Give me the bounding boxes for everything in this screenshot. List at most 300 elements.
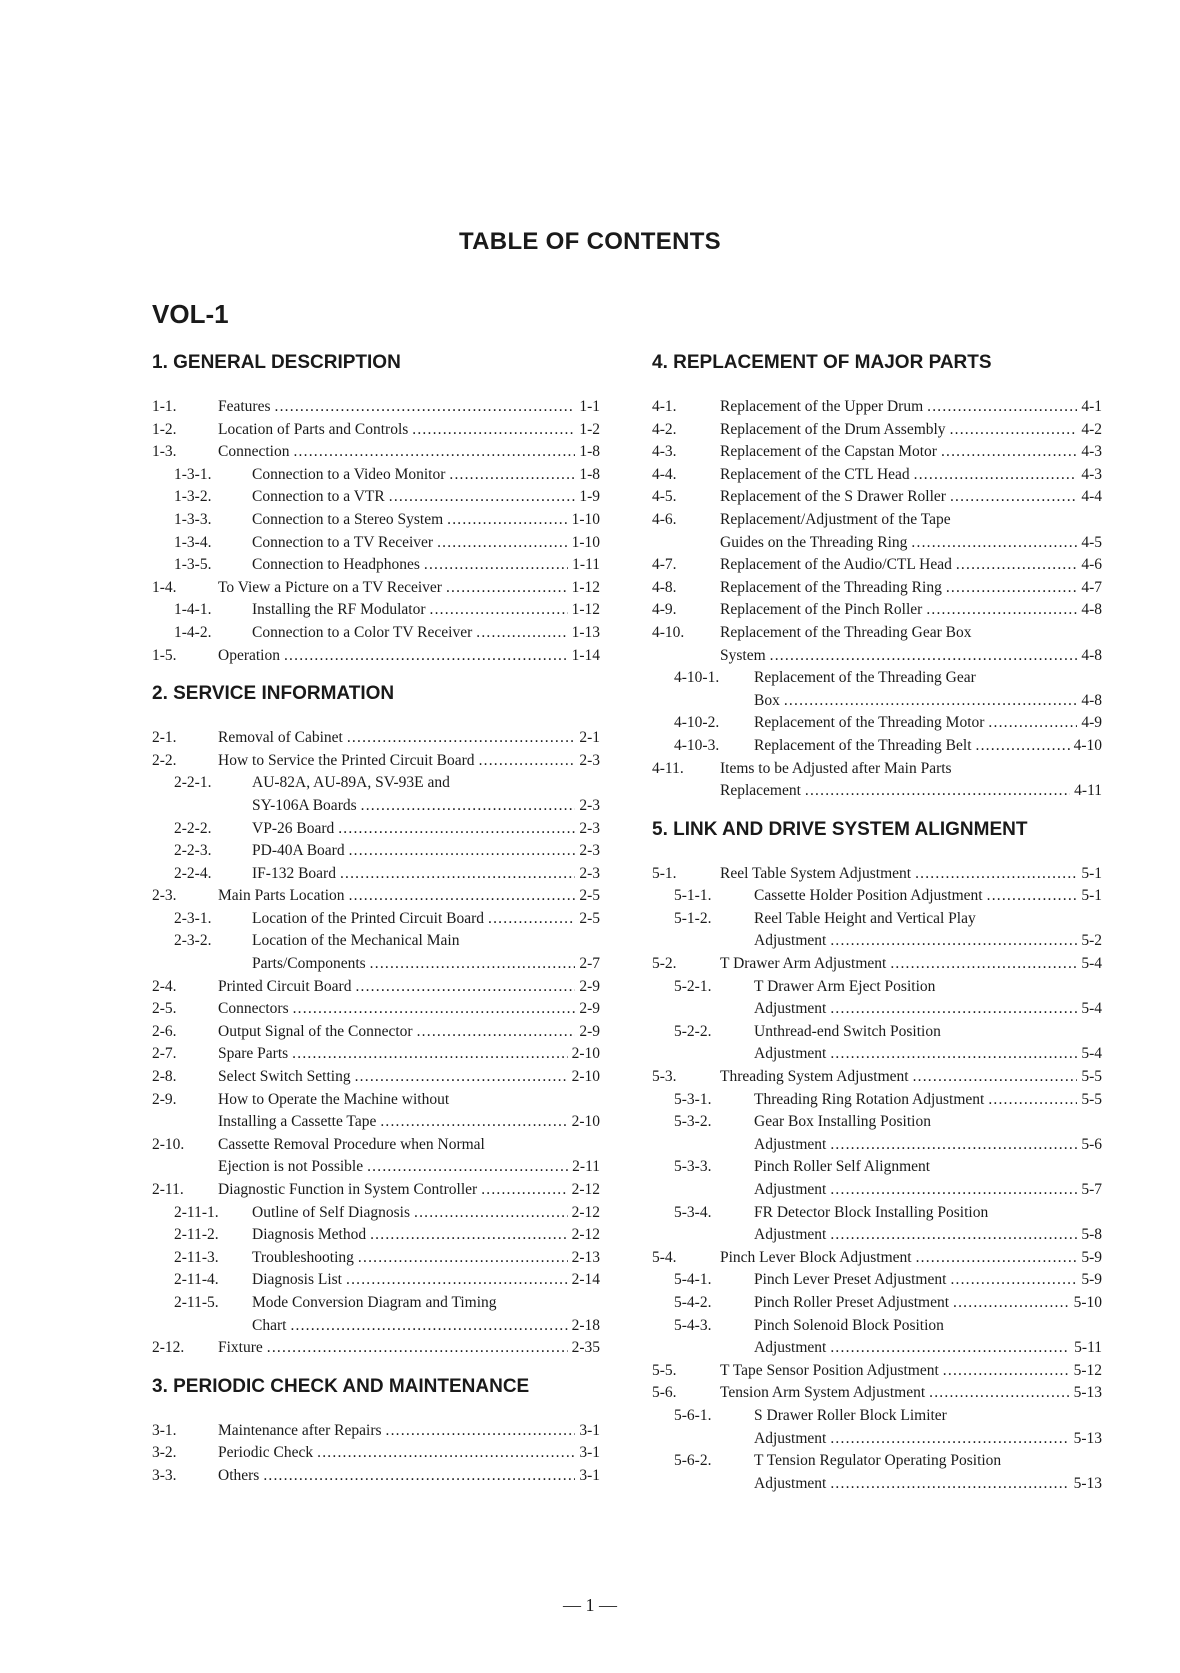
toc-entry-body (218, 885, 600, 908)
toc-entry-page: 5-13 (1073, 1429, 1102, 1447)
toc-entry[interactable] (652, 735, 1102, 758)
toc-entry[interactable] (652, 885, 1102, 908)
toc-entry-body (218, 1089, 600, 1112)
toc-entry-page: 5-9 (1081, 1271, 1102, 1289)
dot-leader (830, 1473, 1069, 1496)
toc-entry-body (720, 1382, 1102, 1405)
toc-entry-number: 5-3-2. (674, 1113, 712, 1131)
dot-leader (340, 863, 575, 886)
dot-leader (446, 577, 568, 600)
toc-entry[interactable] (652, 780, 1102, 803)
toc-entry[interactable] (152, 772, 600, 795)
toc-entry-body (252, 486, 600, 509)
toc-entry[interactable] (152, 1043, 600, 1066)
toc-entry[interactable] (652, 1428, 1102, 1451)
toc-entry-body (218, 645, 600, 668)
toc-entry-title: Adjustment (754, 1000, 827, 1018)
toc-entry[interactable] (652, 622, 1102, 645)
toc-entry-body (218, 1066, 600, 1089)
toc-entry[interactable] (152, 908, 600, 931)
toc-entry-body (218, 1134, 600, 1157)
toc-entry[interactable] (652, 976, 1102, 999)
dot-leader (830, 1337, 1070, 1360)
dot-leader (830, 998, 1077, 1021)
toc-entry-number: 5-2. (652, 955, 677, 973)
toc-entry[interactable] (152, 727, 600, 750)
toc-entry[interactable] (652, 1202, 1102, 1225)
toc-entry[interactable] (652, 599, 1102, 622)
toc-entry-body (754, 1224, 1102, 1247)
toc-entry[interactable] (152, 554, 600, 577)
toc-entry[interactable] (152, 1066, 600, 1089)
toc-entry-body (754, 885, 1102, 908)
toc-entry-title: Gear Box Installing Position (754, 1113, 931, 1131)
toc-entry-page: 2-10 (571, 1068, 600, 1086)
toc-right-column (652, 350, 1102, 1495)
toc-entry-body (218, 396, 600, 419)
toc-entry[interactable] (152, 1021, 600, 1044)
toc-entry-body (754, 1428, 1102, 1451)
toc-entry[interactable] (152, 419, 600, 442)
toc-entry-body (218, 419, 600, 442)
toc-entry-body (720, 396, 1102, 419)
toc-entry-number: 5-1. (652, 864, 677, 882)
toc-entry-page: 1-14 (571, 646, 600, 664)
toc-entry[interactable] (652, 667, 1102, 690)
toc-entry-title: Unthread-end Switch Position (754, 1022, 941, 1040)
toc-entry-title: Adjustment (754, 932, 827, 950)
toc-entry-page: 4-6 (1081, 556, 1102, 574)
toc-entry-title: SY-106A Boards (252, 796, 357, 814)
toc-entry-body (218, 1420, 600, 1443)
toc-entry-list (652, 396, 1102, 803)
toc-entry-page: 5-13 (1073, 1384, 1102, 1402)
dot-leader (417, 1021, 576, 1044)
toc-entry[interactable] (152, 1465, 600, 1488)
toc-entry-title: Installing the RF Modulator (252, 601, 426, 619)
toc-entry[interactable] (652, 1337, 1102, 1360)
toc-entry-body (720, 1360, 1102, 1383)
toc-entry-number: 5-2-1. (674, 977, 712, 995)
toc-entry-page: 1-8 (579, 465, 600, 483)
toc-entry-title: Adjustment (754, 1339, 827, 1357)
toc-entry[interactable] (652, 1066, 1102, 1089)
toc-entry-page: 2-5 (579, 909, 600, 927)
dot-leader (987, 885, 1078, 908)
toc-entry[interactable] (652, 1134, 1102, 1157)
toc-entry-page: 4-8 (1081, 646, 1102, 664)
toc-entry[interactable] (152, 885, 600, 908)
toc-entry-body (252, 599, 600, 622)
toc-entry-body (218, 1156, 600, 1179)
toc-entry-number: 2-6. (152, 1022, 177, 1040)
toc-entry-page: 2-12 (571, 1203, 600, 1221)
toc-entry[interactable] (152, 509, 600, 532)
toc-entry-body (218, 1043, 600, 1066)
toc-entry-body (218, 998, 600, 1021)
toc-entry-body (754, 667, 1102, 690)
toc-entry[interactable] (152, 1089, 600, 1112)
toc-entry-body (252, 1224, 600, 1247)
toc-entry-page: 5-5 (1081, 1090, 1102, 1108)
toc-entry-body (754, 1292, 1102, 1315)
toc-entry-page: 5-8 (1081, 1226, 1102, 1244)
dot-leader (290, 1315, 567, 1338)
toc-entry-title: T Drawer Arm Eject Position (754, 977, 936, 995)
toc-entry-body (218, 1021, 600, 1044)
toc-entry[interactable] (152, 1269, 600, 1292)
toc-entry-page: 5-4 (1081, 1000, 1102, 1018)
dot-leader (284, 645, 568, 668)
toc-entry-list (152, 1420, 600, 1488)
dot-leader (988, 1089, 1077, 1112)
dot-leader (890, 953, 1077, 976)
toc-entry-number: 1-3-5. (174, 556, 212, 574)
toc-entry-page: 2-3 (579, 751, 600, 769)
toc-entry-title: Replacement (720, 782, 801, 800)
dot-leader (943, 1360, 1070, 1383)
toc-entry-number: 1-3-4. (174, 533, 212, 551)
toc-entry-body (252, 908, 600, 931)
toc-entry-page: 3-1 (579, 1444, 600, 1462)
dot-leader (830, 1043, 1077, 1066)
toc-entry[interactable] (152, 1134, 600, 1157)
toc-entry-body (252, 953, 600, 976)
toc-entry[interactable] (652, 1156, 1102, 1179)
toc-entry-title: Connection to a TV Receiver (252, 533, 434, 551)
toc-entry-list (152, 396, 600, 667)
toc-entry[interactable] (152, 396, 600, 419)
toc-entry-page: 2-9 (579, 1000, 600, 1018)
volume-label: VOL-1 (152, 299, 229, 329)
toc-entry[interactable] (152, 795, 600, 818)
toc-entry[interactable] (152, 599, 600, 622)
toc-entry-title: Fixture (218, 1339, 263, 1357)
toc-entry[interactable] (652, 998, 1102, 1021)
dot-leader (412, 419, 575, 442)
toc-entry-number: 2-11-1. (174, 1203, 219, 1221)
toc-entry[interactable] (152, 1442, 600, 1465)
toc-entry[interactable] (152, 532, 600, 555)
toc-entry-title: Reel Table System Adjustment (720, 864, 912, 882)
toc-entry-title: Replacement of the Threading Gear (754, 669, 976, 687)
toc-entry-body (754, 690, 1102, 713)
toc-entry[interactable] (652, 532, 1102, 555)
toc-entry-page: 1-9 (579, 488, 600, 506)
toc-entry-body (252, 464, 600, 487)
toc-entry-title: Diagnosis Method (252, 1226, 367, 1244)
toc-entry-title: Connection to a VTR (252, 488, 385, 506)
toc-entry-title: Main Parts Location (218, 887, 345, 905)
toc-entry[interactable] (652, 690, 1102, 713)
toc-entry-title: Outline of Self Diagnosis (252, 1203, 410, 1221)
toc-entry[interactable] (152, 486, 600, 509)
toc-entry-number: 2-2-2. (174, 819, 212, 837)
toc-entry[interactable] (152, 953, 600, 976)
toc-entry[interactable] (152, 1337, 600, 1360)
toc-entry[interactable] (652, 1224, 1102, 1247)
page-number: — 1 — (563, 1595, 617, 1615)
toc-entry-body (754, 908, 1102, 931)
section-heading: 4. REPLACEMENT OF MAJOR PARTS (652, 352, 992, 373)
toc-entry[interactable] (152, 622, 600, 645)
toc-entry[interactable] (652, 419, 1102, 442)
toc-entry[interactable] (152, 1179, 600, 1202)
toc-entry-body (754, 930, 1102, 953)
toc-entry[interactable] (652, 1043, 1102, 1066)
toc-entry-page: 5-4 (1081, 1045, 1102, 1063)
toc-entry-body (720, 486, 1102, 509)
dot-leader (346, 1269, 568, 1292)
dot-leader (956, 554, 1077, 577)
toc-entry-page: 4-8 (1081, 601, 1102, 619)
toc-entry-number: 1-3. (152, 443, 177, 461)
toc-entry[interactable] (652, 486, 1102, 509)
toc-entry-number: 5-6. (652, 1384, 677, 1402)
toc-entry-title: Pinch Lever Block Adjustment (720, 1248, 912, 1266)
toc-entry-title: VP-26 Board (252, 819, 335, 837)
toc-entry[interactable] (652, 464, 1102, 487)
toc-entry-number: 4-11. (652, 759, 684, 777)
dot-leader (293, 998, 576, 1021)
toc-entry-number: 2-11-4. (174, 1271, 219, 1289)
toc-entry-title: Periodic Check (218, 1444, 314, 1462)
toc-entry[interactable] (652, 1269, 1102, 1292)
toc-entry-title: Select Switch Setting (218, 1068, 351, 1086)
toc-entry-list (152, 727, 600, 1360)
dot-leader (355, 1066, 568, 1089)
toc-entry-number: 2-12. (152, 1339, 185, 1357)
toc-entry-page: 5-11 (1074, 1339, 1102, 1357)
toc-entry-page: 5-10 (1073, 1293, 1102, 1311)
toc-entry[interactable] (652, 863, 1102, 886)
toc-entry-page: 5-2 (1081, 932, 1102, 950)
toc-entry[interactable] (152, 464, 600, 487)
toc-entry[interactable] (152, 1247, 600, 1270)
toc-entry-body (720, 758, 1102, 781)
toc-entry-body (754, 1269, 1102, 1292)
toc-entry-title: Connection to a Video Monitor (252, 465, 446, 483)
toc-entry-page: 2-10 (571, 1113, 600, 1131)
toc-entry-title: Tension Arm System Adjustment (720, 1384, 926, 1402)
toc-entry[interactable] (152, 998, 600, 1021)
toc-entry-title: Spare Parts (218, 1045, 289, 1063)
toc-entry-page: 1-2 (579, 420, 600, 438)
toc-entry[interactable] (652, 1382, 1102, 1405)
toc-entry[interactable] (652, 554, 1102, 577)
toc-entry[interactable] (152, 1156, 600, 1179)
toc-entry-body (218, 441, 600, 464)
toc-entry-number: 4-2. (652, 420, 677, 438)
toc-entry[interactable] (152, 750, 600, 773)
toc-entry-page: 2-3 (579, 842, 600, 860)
dot-leader (449, 464, 575, 487)
toc-entry[interactable] (152, 1315, 600, 1338)
dot-leader (976, 735, 1070, 758)
dot-leader (263, 1465, 575, 1488)
toc-entry-body (720, 780, 1102, 803)
toc-entry-number: 4-4. (652, 465, 677, 483)
toc-entry-number: 4-9. (652, 601, 677, 619)
toc-entry[interactable] (652, 953, 1102, 976)
dot-leader (347, 727, 575, 750)
toc-entry[interactable] (652, 577, 1102, 600)
toc-entry[interactable] (652, 1292, 1102, 1315)
dot-leader (911, 532, 1077, 555)
toc-entry-body (218, 1111, 600, 1134)
toc-entry[interactable] (652, 1021, 1102, 1044)
toc-entry[interactable] (152, 645, 600, 668)
toc-entry-page: 5-9 (1081, 1248, 1102, 1266)
dot-leader (447, 509, 567, 532)
toc-entry-page: 1-10 (571, 510, 600, 528)
toc-entry-page: 4-11 (1074, 782, 1102, 800)
toc-entry-title: Connection to Headphones (252, 556, 420, 574)
toc-entry-title: Replacement of the Audio/CTL Head (720, 556, 952, 574)
dot-leader (267, 1337, 568, 1360)
dot-leader (830, 1224, 1077, 1247)
toc-entry[interactable] (652, 396, 1102, 419)
toc-entry-number: 2-2-1. (174, 774, 212, 792)
toc-entry-body (720, 1066, 1102, 1089)
toc-entry-title: Others (218, 1466, 260, 1484)
toc-entry[interactable] (652, 509, 1102, 532)
toc-entry-title: Replacement of the S Drawer Roller (720, 488, 946, 506)
toc-entry-body (754, 1450, 1102, 1473)
toc-entry-page: 2-3 (579, 864, 600, 882)
toc-entry[interactable] (652, 441, 1102, 464)
toc-entry-title: S Drawer Roller Block Limiter (754, 1406, 947, 1424)
toc-entry[interactable] (152, 1111, 600, 1134)
toc-entry[interactable] (152, 441, 600, 464)
toc-entry-page: 5-6 (1081, 1135, 1102, 1153)
dot-leader (941, 441, 1077, 464)
toc-entry-body (252, 1292, 600, 1315)
toc-entry[interactable] (652, 1111, 1102, 1134)
toc-entry-title: Troubleshooting (252, 1248, 354, 1266)
toc-entry-body (252, 840, 600, 863)
toc-entry-title: Connection to a Stereo System (252, 510, 444, 528)
toc-entry[interactable] (652, 758, 1102, 781)
toc-entry-number: 4-8. (652, 578, 677, 596)
toc-entry-title: Connectors (218, 1000, 289, 1018)
toc-entry[interactable] (652, 1315, 1102, 1338)
toc-entry-title: Adjustment (754, 1429, 827, 1447)
toc-entry-number: 2-3-1. (174, 909, 212, 927)
toc-entry-page: 1-11 (572, 556, 600, 574)
toc-entry-number: 2-4. (152, 977, 177, 995)
toc-entry[interactable] (152, 930, 600, 953)
toc-entry-body (720, 953, 1102, 976)
toc-entry-title: Ejection is not Possible (218, 1158, 364, 1176)
toc-entry-body (252, 772, 600, 795)
toc-entry-number: 5-1-1. (674, 887, 712, 905)
toc-entry[interactable] (652, 712, 1102, 735)
toc-entry[interactable] (152, 1292, 600, 1315)
toc-entry-body (754, 1021, 1102, 1044)
toc-entry-body (218, 577, 600, 600)
dot-leader (338, 818, 575, 841)
toc-entry[interactable] (652, 1360, 1102, 1383)
toc-entry-page: 2-12 (571, 1226, 600, 1244)
toc-entry[interactable] (152, 840, 600, 863)
toc-entry-number: 5-5. (652, 1361, 677, 1379)
toc-entry[interactable] (652, 1450, 1102, 1473)
dot-leader (479, 750, 576, 773)
toc-entry-title: Printed Circuit Board (218, 977, 352, 995)
dot-leader (830, 930, 1077, 953)
toc-entry-body (754, 1156, 1102, 1179)
toc-entry-title: T Tape Sensor Position Adjustment (720, 1361, 939, 1379)
toc-entry-title: Maintenance after Repairs (218, 1421, 382, 1439)
toc-entry-title: Parts/Components (252, 955, 366, 973)
toc-entry[interactable] (152, 1224, 600, 1247)
dot-leader (929, 1382, 1069, 1405)
toc-entry[interactable] (152, 818, 600, 841)
toc-entry[interactable] (152, 1420, 600, 1443)
toc-entry-body (252, 1269, 600, 1292)
toc-entry-body (754, 1315, 1102, 1338)
toc-entry[interactable] (652, 1405, 1102, 1428)
dot-leader (915, 863, 1077, 886)
toc-entry[interactable] (652, 1179, 1102, 1202)
toc-entry-title: PD-40A Board (252, 842, 345, 860)
toc-entry[interactable] (652, 908, 1102, 931)
dot-leader (355, 976, 575, 999)
toc-entry[interactable] (152, 577, 600, 600)
dot-leader (916, 1247, 1078, 1270)
toc-entry[interactable] (652, 1089, 1102, 1112)
dot-leader (437, 532, 568, 555)
toc-entry[interactable] (652, 1247, 1102, 1270)
dot-leader (389, 486, 576, 509)
toc-entry-title: Items to be Adjusted after Main Parts (720, 759, 952, 777)
toc-entry-page: 3-1 (579, 1421, 600, 1439)
toc-entry-page: 2-3 (579, 819, 600, 837)
toc-entry-title: Installing a Cassette Tape (218, 1113, 377, 1131)
toc-entry-page: 2-9 (579, 977, 600, 995)
dot-leader (488, 908, 575, 931)
toc-entry-number: 2-11-5. (174, 1293, 219, 1311)
toc-entry-title: Replacement of the Capstan Motor (720, 443, 937, 461)
toc-entry[interactable] (152, 1202, 600, 1225)
toc-entry-title: T Tension Regulator Operating Position (754, 1452, 1002, 1470)
toc-entry[interactable] (152, 863, 600, 886)
toc-entry[interactable] (652, 645, 1102, 668)
toc-entry-title: To View a Picture on a TV Receiver (218, 578, 442, 596)
dot-leader (950, 419, 1078, 442)
toc-entry-body (252, 622, 600, 645)
toc-entry[interactable] (152, 976, 600, 999)
toc-entry-body (218, 727, 600, 750)
toc-entry-body (252, 863, 600, 886)
toc-entry[interactable] (652, 930, 1102, 953)
toc-entry-body (754, 1111, 1102, 1134)
toc-entry-body (252, 930, 600, 953)
dot-leader (370, 1224, 567, 1247)
toc-entry[interactable] (652, 1473, 1102, 1496)
toc-entry-number: 5-1-2. (674, 909, 712, 927)
toc-entry-title: Replacement of the Drum Assembly (720, 420, 946, 438)
toc-entry-number: 3-2. (152, 1444, 177, 1462)
toc-entry-body (252, 554, 600, 577)
toc-entry-number: 5-4-2. (674, 1293, 712, 1311)
toc-entry-body (720, 419, 1102, 442)
toc-entry-page: 4-3 (1081, 465, 1102, 483)
toc-entry-page: 5-12 (1073, 1361, 1102, 1379)
toc-entry-page: 2-12 (571, 1181, 600, 1198)
toc-entry-title: AU-82A, AU-89A, SV-93E and (252, 774, 450, 792)
